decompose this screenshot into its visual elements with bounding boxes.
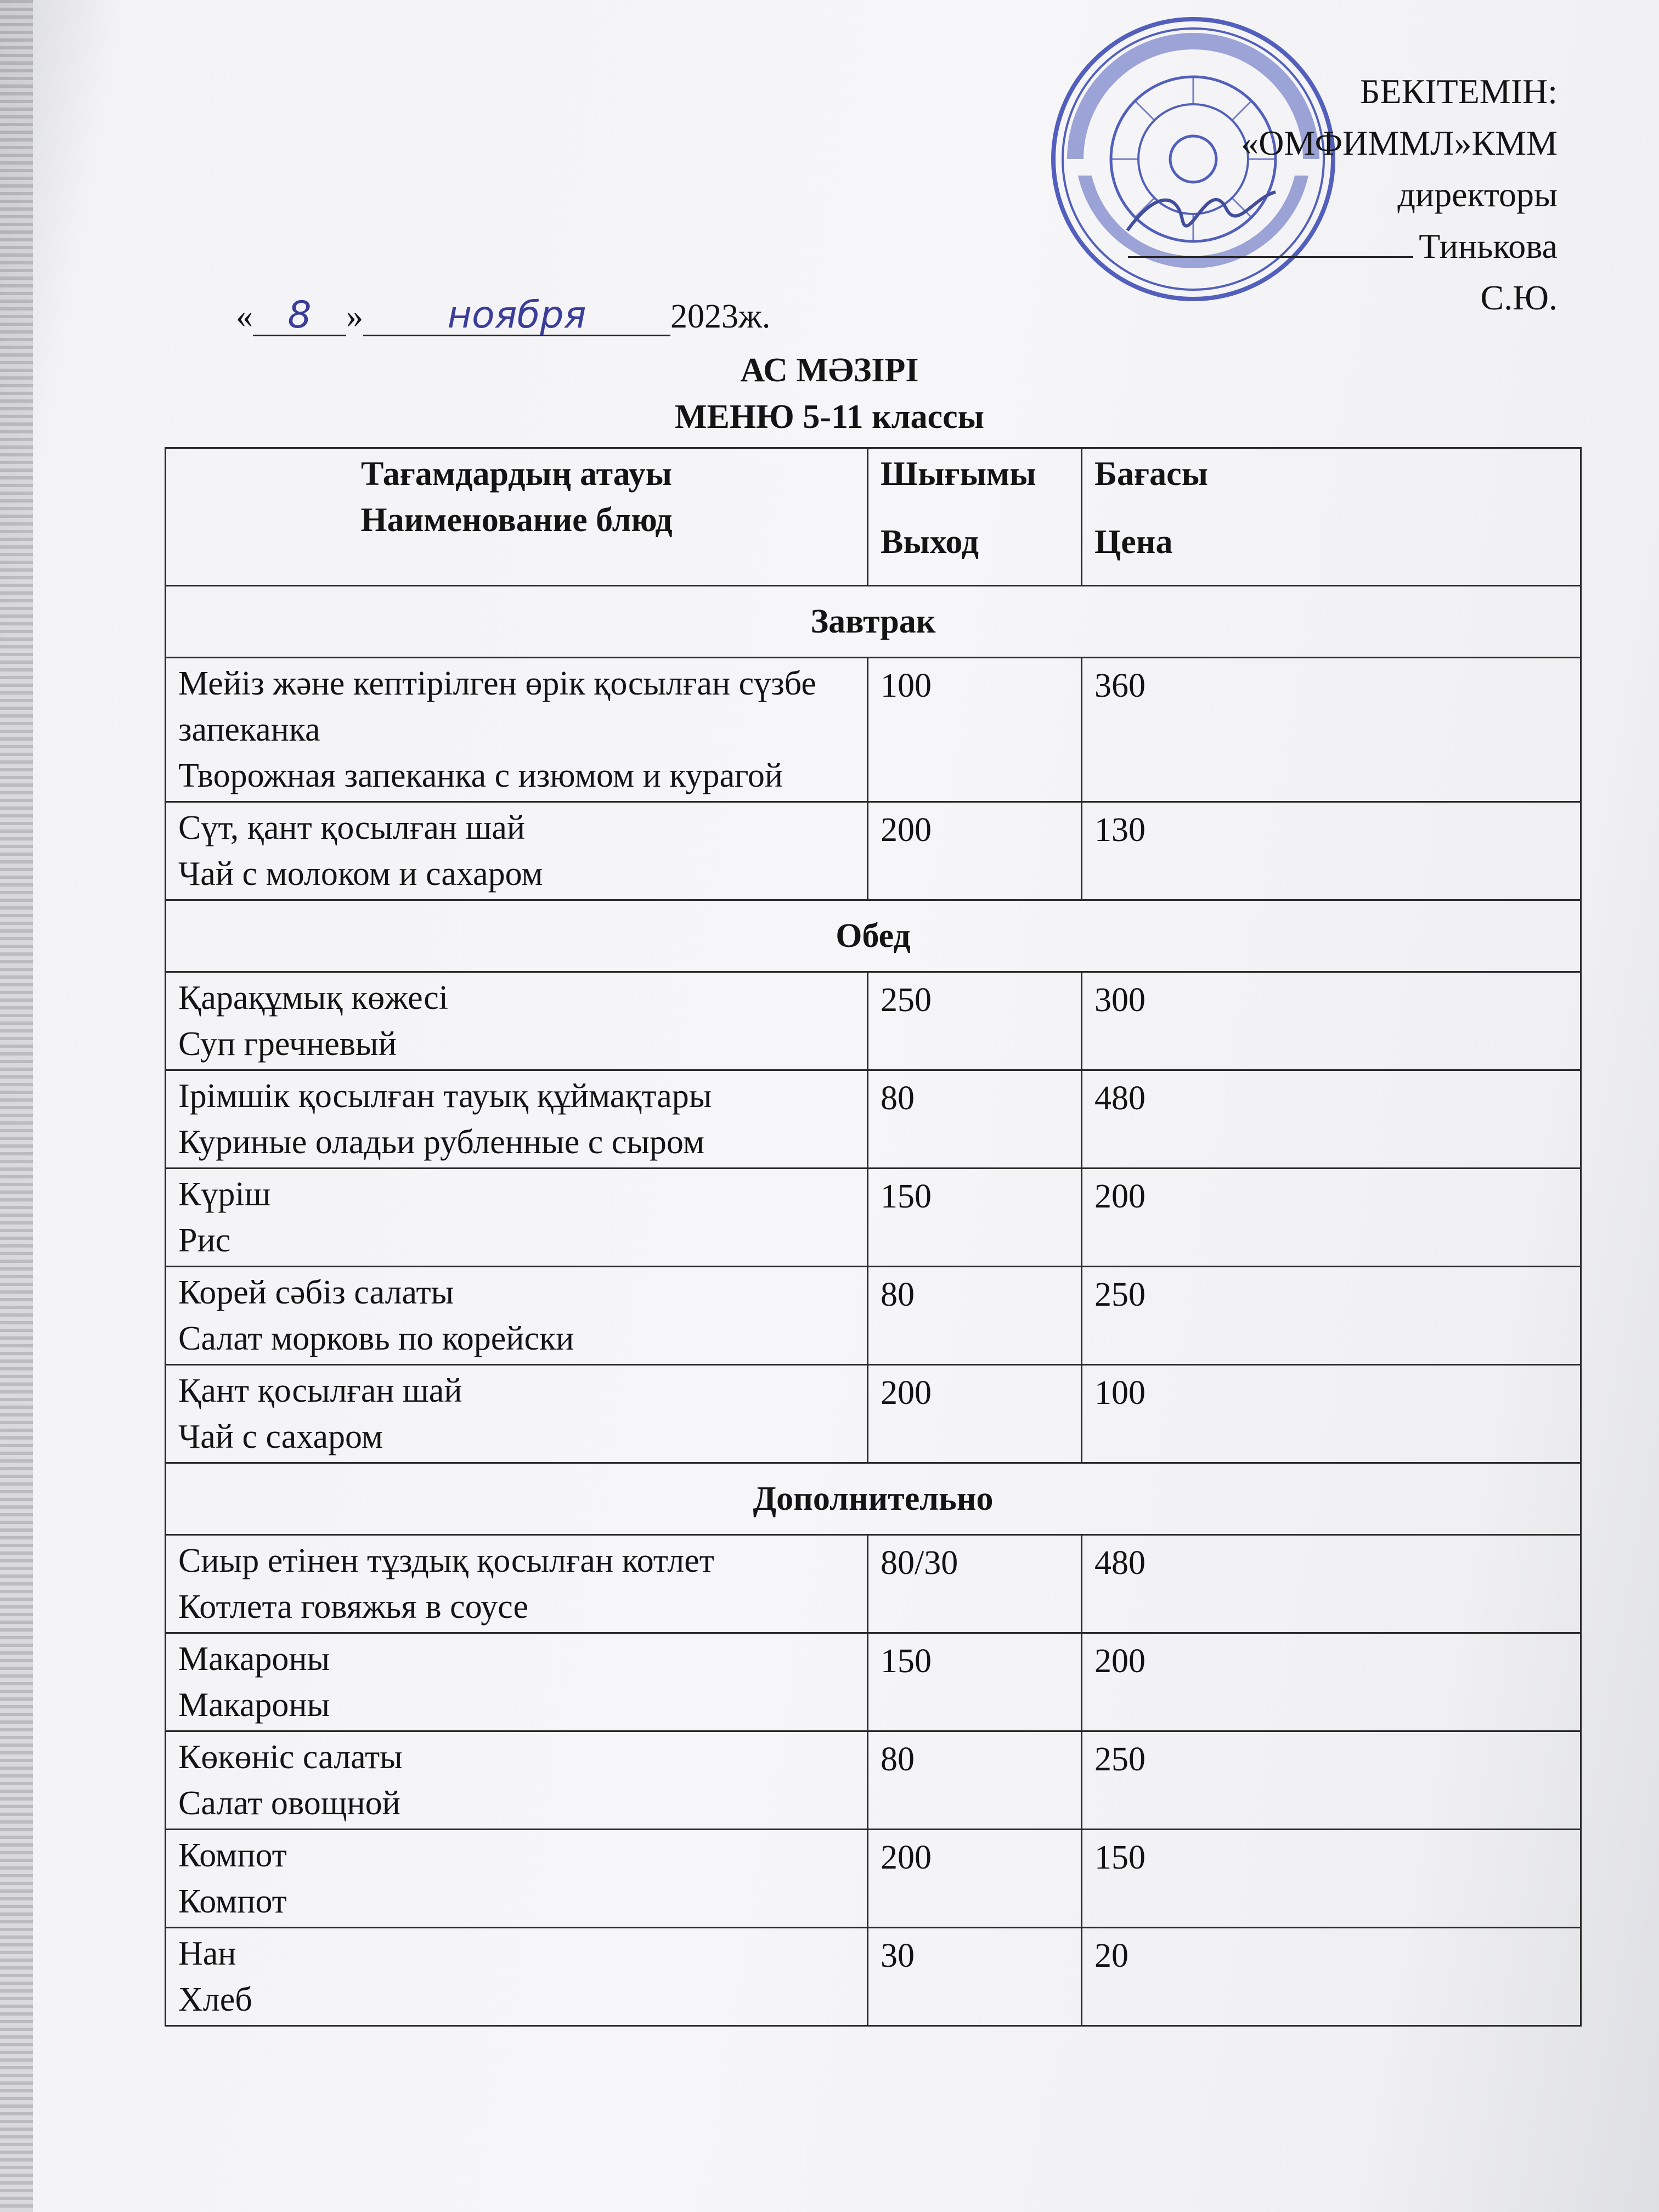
table-row <box>166 658 1581 802</box>
section-row <box>166 900 1581 972</box>
dish-price: 20 <box>1082 1928 1581 2026</box>
dish-output: 80 <box>868 1731 1082 1830</box>
date-open-quote: « <box>236 298 253 335</box>
dish-name-cell <box>166 658 868 802</box>
dish-name-ru: Чай с молоком и сахаром <box>178 855 543 893</box>
dish-name-cell <box>166 1070 868 1169</box>
dish-output: 150 <box>868 1169 1082 1267</box>
dish-price: 250 <box>1082 1731 1581 1830</box>
dish-output: 100 <box>868 658 1082 802</box>
approval-line-3: директоры <box>1397 175 1558 214</box>
section-title: Дополнительно <box>166 1463 1581 1535</box>
dish-name-cell <box>166 1633 868 1731</box>
dish-price: 100 <box>1082 1365 1581 1463</box>
dish-name-kz: Көкөніс салаты <box>178 1739 403 1776</box>
title-ru: МЕНЮ 5-11 классы <box>674 398 985 436</box>
table-row <box>166 1928 1581 2026</box>
table-row <box>166 1169 1581 1267</box>
dish-output: 80 <box>868 1070 1082 1169</box>
dish-name-cell <box>166 1535 868 1633</box>
dish-price: 150 <box>1082 1830 1581 1928</box>
table-row <box>166 972 1581 1070</box>
dish-name-ru: Котлета говяжья в соусе <box>178 1588 529 1626</box>
dish-name-ru: Макароны <box>178 1686 330 1724</box>
approval-line-1: БЕКІТЕМІН: <box>1359 72 1558 111</box>
header-name-kz: Тағамдардың атауы <box>360 455 673 493</box>
table-row <box>166 1830 1581 1928</box>
dish-price: 360 <box>1082 658 1581 802</box>
dish-name-cell <box>166 1365 868 1463</box>
date-year: 2023ж. <box>670 298 771 335</box>
dish-price: 130 <box>1082 802 1581 900</box>
table-header-row <box>166 448 1581 586</box>
dish-name-kz: Сүт, қант қосылған шай <box>178 809 526 847</box>
dish-name-kz: Нан <box>178 1935 236 1972</box>
dish-name-ru: Рис <box>178 1222 231 1259</box>
table-row <box>166 1070 1581 1169</box>
dish-name-kz: Күріш <box>178 1176 271 1213</box>
dish-name-cell <box>166 1169 868 1267</box>
dish-name-cell <box>166 1830 868 1928</box>
dish-output: 150 <box>868 1633 1082 1731</box>
dish-name-ru: Салат овощной <box>178 1785 400 1822</box>
dish-name-ru: Чай с сахаром <box>178 1418 383 1455</box>
table-row <box>166 802 1581 900</box>
dish-name-kz: Қарақұмық көжесі <box>178 979 448 1017</box>
dish-name-ru: Хлеб <box>178 1981 252 2018</box>
dish-output: 200 <box>868 1830 1082 1928</box>
binder-edge <box>0 0 33 2212</box>
menu-table-body <box>166 448 1581 2026</box>
dish-price: 200 <box>1082 1633 1581 1731</box>
dish-price: 480 <box>1082 1535 1581 1633</box>
dish-name-cell <box>166 972 868 1070</box>
dish-price: 250 <box>1082 1267 1581 1365</box>
dish-name-kz: Ірімшік қосылған тауық құймақтары <box>178 1077 712 1115</box>
table-row <box>166 1365 1581 1463</box>
table-row <box>166 1731 1581 1830</box>
header-name-ru: Наименование блюд <box>360 501 673 539</box>
header-output-ru: Выход <box>881 523 979 561</box>
dish-name-ru: Куриные оладьи рубленные с сыром <box>178 1124 704 1161</box>
title-kz: АС МӘЗІРІ <box>740 352 919 389</box>
header-price-ru: Цена <box>1094 523 1173 561</box>
dish-name-ru: Салат морковь по корейски <box>178 1320 574 1357</box>
dish-price: 300 <box>1082 972 1581 1070</box>
dish-output: 200 <box>868 802 1082 900</box>
dish-name-ru: Творожная запеканка с изюмом и курагой <box>178 757 783 794</box>
approval-block <box>1064 66 1558 324</box>
date-line <box>236 296 770 336</box>
section-row <box>166 586 1581 658</box>
section-title: Обед <box>166 900 1581 972</box>
section-row <box>166 1463 1581 1535</box>
dish-output: 30 <box>868 1928 1082 2026</box>
dish-name-kz: Макароны <box>178 1640 330 1678</box>
header-output-kz: Шығымы <box>881 455 1036 493</box>
date-close-quote: » <box>346 298 363 335</box>
dish-name-cell <box>166 1731 868 1830</box>
table-row <box>166 1633 1581 1731</box>
dish-name-kz: Мейіз және кептірілген өрік қосылған сүзбе запеканка <box>178 665 816 748</box>
approval-line-4 <box>1064 221 1558 324</box>
header-name <box>166 448 868 586</box>
signature-line <box>1128 223 1413 258</box>
dish-price: 200 <box>1082 1169 1581 1267</box>
dish-name-kz: Компот <box>178 1837 287 1874</box>
dish-name-cell <box>166 802 868 900</box>
director-name: Тинькова С.Ю. <box>1419 227 1558 317</box>
dish-name-cell <box>166 1928 868 2026</box>
dish-price: 480 <box>1082 1070 1581 1169</box>
dish-name-ru: Суп гречневый <box>178 1025 397 1063</box>
dish-name-cell <box>166 1267 868 1365</box>
header-price-kz: Бағасы <box>1094 455 1209 493</box>
section-title: Завтрак <box>166 586 1581 658</box>
dish-output: 200 <box>868 1365 1082 1463</box>
dish-output: 250 <box>868 972 1082 1070</box>
dish-output: 80/30 <box>868 1535 1082 1633</box>
date-day-handwritten: 8 <box>253 296 346 336</box>
dish-name-kz: Корей сәбіз салаты <box>178 1274 454 1311</box>
dish-name-ru: Компот <box>178 1883 287 1920</box>
date-month-handwritten: ноября <box>363 296 670 336</box>
dish-name-kz: Сиыр етінен тұздық қосылған котлет <box>178 1542 714 1579</box>
header-output <box>868 448 1082 586</box>
approval-line-2: «ОМФИММЛ»КММ <box>1241 123 1558 162</box>
header-price <box>1082 448 1581 586</box>
menu-table <box>165 447 1582 2027</box>
dish-name-kz: Қант қосылған шай <box>178 1372 462 1409</box>
table-row <box>166 1535 1581 1633</box>
table-row <box>166 1267 1581 1365</box>
dish-output: 80 <box>868 1267 1082 1365</box>
